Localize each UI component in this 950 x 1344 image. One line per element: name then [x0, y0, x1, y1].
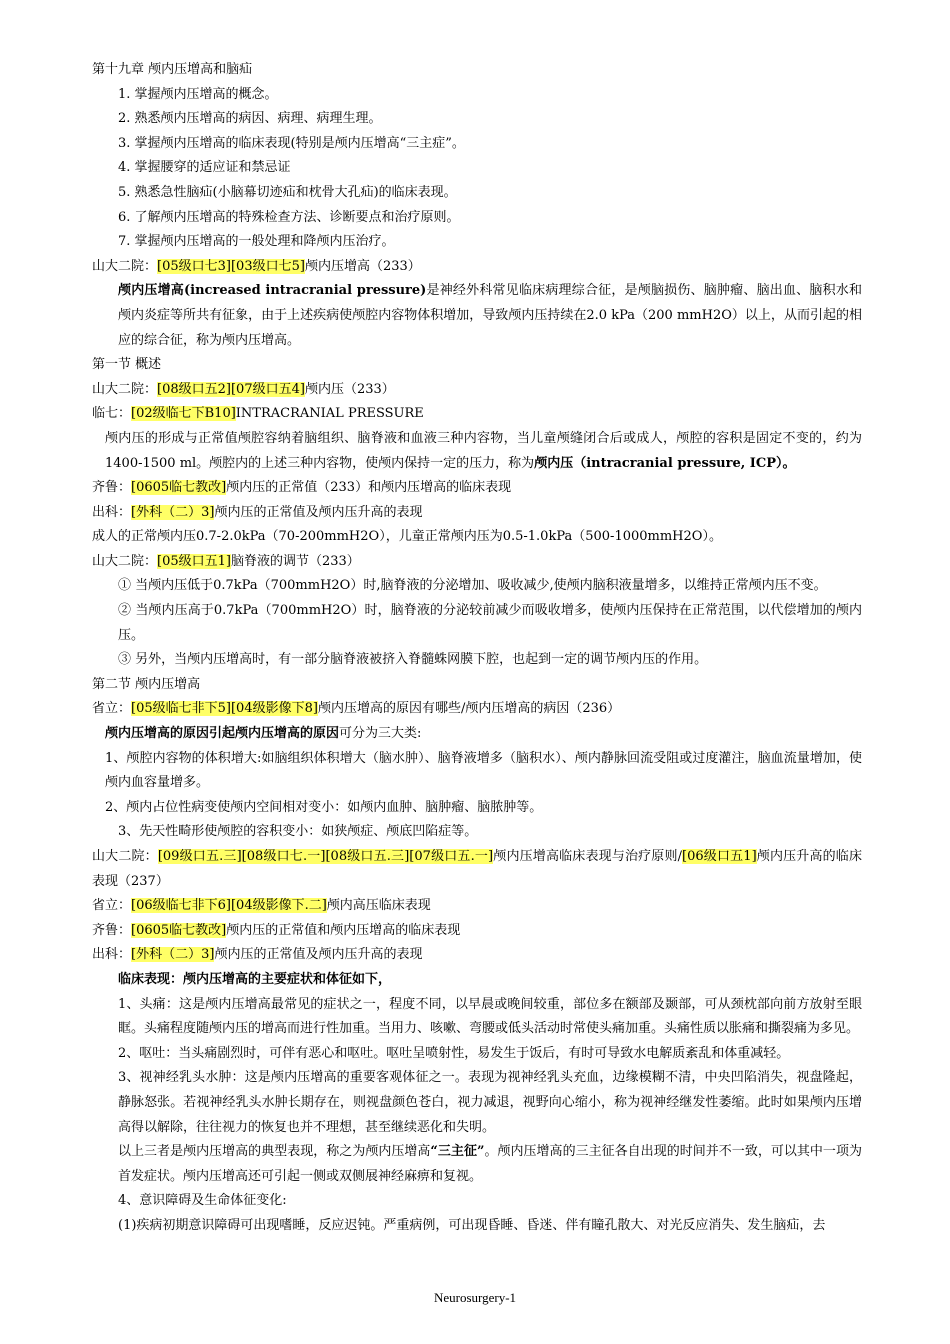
clinical-heading: [92, 968, 862, 993]
paragraph-text: 颅内压的形成与正常值颅腔容纳着脑组织、脑脊液和血液三种内容物，当儿童颅缝闭合后或成人，颅腔的容积是固定不变的，约为1400-1500 ml。颅腔内的上述三种内容物，使颅内保持一定的压力，称为: [105, 430, 862, 471]
chapter-title: 第十九章 颅内压增高和脑疝: [92, 62, 253, 77]
exam-reference: [92, 697, 862, 722]
paragraph-text: 。颅内压增高的三主征各自出现的时间并不一致，可以其中一项为首发症状。颅内压增高还可引起一侧或双侧展神经麻痹和复视。: [118, 1144, 862, 1184]
objective-item: 3. 掌握颅内压增高的临床表现(特别是颅内压增高“三主症”。: [118, 135, 465, 151]
reference-text: 颅内压的正常值和颅内压增高的临床表现: [226, 922, 461, 938]
reference-source: 临七：: [92, 406, 132, 422]
highlighted-tag: [0605临七教改]: [131, 922, 227, 938]
reference-text: 颅内压增高的原因有哪些/颅内压增高的病因（236）: [317, 701, 621, 717]
reference-text: 颅内压的正常值及颅内压升高的表现: [214, 947, 423, 963]
cause-item: 1、颅腔内容物的体积增大:如脑组织体积增大（脑水肿）、脑脊液增多（脑积水）、颅内静脉回流受阻或过度灌注，脑血流量增加，使颅内血容量增多。: [105, 750, 862, 791]
objective-item: 7. 掌握颅内压增高的一般处理和降颅内压治疗。: [118, 234, 395, 250]
symptom-item: 2、呕吐：当头痛剧烈时，可伴有恶心和呕吐。呕吐呈喷射性，易发生于饭后，有时可导致水电解质紊乱和体重减轻。: [118, 1045, 790, 1061]
paragraph-text: 是神经外科常见临床病理综合征，是颅脑损伤、脑肿瘤、脑出血、脑积水和颅内炎症等所共有征象，由于上述疾病使颅腔内容物体积增加，导致颅内压持续在2.0 kPa（200 mmH2O）以上，从而引起的相应的综合征，称为颅内压增高。: [118, 283, 862, 348]
objective-item: 2. 熟悉颅内压增高的病因、病理、病理生理。: [118, 111, 382, 127]
reference-text: INTRACRANIAL PRESSURE: [235, 406, 424, 422]
bold-term: 临床表现：颅内压增高的主要症状和体征如下，: [118, 971, 392, 987]
reference-source: 齐鲁：: [92, 922, 132, 938]
reference-text: 颅内高压临床表现: [326, 898, 431, 914]
exam-reference: [92, 845, 862, 894]
document-body: [92, 58, 862, 1239]
objective-item: 1. 掌握颅内压增高的概念。: [118, 86, 278, 102]
section-title: 第二节 颅内压增高: [92, 676, 201, 692]
reference-text: 颅内压的正常值（233）和颅内压增高的临床表现: [226, 480, 512, 496]
reference-source: 省立：: [92, 898, 132, 914]
exam-reference: [92, 550, 862, 575]
csf-item: ① 当颅内压低于0.7kPa（700mmH2O）时,脑脊液的分泌增加、吸收减少,使颅内脑积液量增多，以维持正常颅内压不变。: [118, 578, 827, 594]
bold-term: 颅内压增高的原因引起颅内压增高的原因: [105, 726, 340, 742]
highlighted-tag: [06级临七非下6][04级影像下.二]: [131, 898, 327, 914]
cause-item: 3、先天性畸形使颅腔的容积变小：如狭颅症、颅底凹陷症等。: [118, 824, 478, 840]
bold-term: 颅内压增高(increased intracranial pressure): [118, 283, 427, 299]
highlighted-tag: [外科（二）3]: [131, 504, 215, 520]
cause-item: 2、颅内占位性病变使颅内空间相对变小：如颅内血肿、脑肿瘤、脑脓肿等。: [105, 799, 543, 815]
reference-text: 颅内压增高（233）: [304, 258, 421, 274]
exam-reference: [92, 919, 862, 944]
exam-reference: [92, 476, 862, 501]
csf-item: ③ 另外，当颅内压增高时，有一部分脑脊液被挤入脊髓蛛网膜下腔，也起到一定的调节颅内压的作用。: [118, 652, 708, 668]
exam-reference: [92, 501, 862, 526]
objective-item: 5. 熟悉急性脑疝(小脑幕切迹疝和枕骨大孔疝)的临床表现。: [118, 184, 457, 200]
highlighted-tag: [0605临七教改]: [131, 480, 227, 496]
exam-reference: [92, 894, 862, 919]
definition-paragraph: [92, 279, 862, 353]
normal-values: 成人的正常颅内压0.7-2.0kPa（70-200mmH2O），儿童正常颅内压为0.5-1.0kPa（500-1000mmH2O）。: [92, 529, 722, 545]
highlighted-tag: [08级口五2][07级口五4]: [157, 381, 305, 397]
highlighted-tag: [外科（二）3]: [131, 947, 215, 963]
bold-term: “三主征”: [430, 1144, 485, 1160]
cause-intro: [92, 722, 862, 747]
exam-reference: [92, 402, 862, 427]
highlighted-tag: [05级临七非下5][04级影像下8]: [131, 701, 318, 717]
highlighted-tag: [06级口五1]: [682, 849, 757, 864]
highlighted-tag: [02级临七下B10]: [131, 406, 236, 422]
icp-paragraph: [92, 427, 862, 476]
reference-text: 脑脊液的调节（233）: [230, 553, 360, 569]
highlighted-tag: [05级口七3][03级口七5]: [157, 258, 305, 274]
symptom-subitem: (1)疾病初期意识障碍可出现嗜睡，反应迟钝。严重病例，可出现昏睡、昏迷、伴有瞳孔散大、对光反应消失、发生脑疝，去: [118, 1217, 826, 1233]
paragraph-text: 以上三者是颅内压增高的典型表现，称之为颅内压增高: [118, 1144, 431, 1160]
highlighted-tag: [09级口五.三][08级口七.一][08级口五.三][07级口五.一]: [157, 849, 494, 864]
page-footer: Neurosurgery-1: [433, 1290, 517, 1305]
section-title: 第一节 概述: [92, 357, 162, 373]
reference-text: 颅内压增高临床表现与治疗原则/: [493, 849, 683, 864]
objective-item: 6. 了解颅内压增高的特殊检查方法、诊断要点和治疗原则。: [118, 209, 460, 225]
exam-reference: [92, 255, 862, 280]
reference-source: 出科：: [92, 947, 132, 963]
reference-source: 山大二院：: [92, 553, 158, 569]
reference-text: 颅内压升高的临床表现（237）: [92, 849, 862, 889]
csf-item: ② 当颅内压高于0.7kPa（700mmH2O）时，脑脊液的分泌较前减少而吸收增多，使颅内压保持在正常范围，以代偿增加的颅内压。: [118, 603, 862, 643]
exam-reference: [92, 378, 862, 403]
reference-source: 出科：: [92, 504, 132, 520]
reference-source: 齐鲁：: [92, 480, 132, 496]
reference-source: 山大二院：: [92, 258, 158, 274]
bold-term: 颅内压（intracranial pressure, ICP）。: [534, 455, 796, 471]
objective-item: 4. 掌握腰穿的适应证和禁忌证: [118, 160, 291, 176]
highlighted-tag: [05级口五1]: [157, 553, 231, 569]
reference-source: 山大二院：: [92, 381, 158, 397]
symptom-item: 3、视神经乳头水肿：这是颅内压增高的重要客观体征之一。表现为视神经乳头充血，边缘模糊不清，中央凹陷消失，视盘隆起，静脉怒张。若视神经乳头水肿长期存在，则视盘颜色苍白，视力减退，视野向心缩小，称为视神经继发性萎缩。此时如果颅内压增高得以解除，往往视力的恢复也并不理想，甚至继续恶化和失明。: [118, 1070, 862, 1135]
reference-source: 山大二院：: [92, 849, 158, 864]
symptom-item: 1、头痛：这是颅内压增高最常见的症状之一，程度不同，以早晨或晚间较重，部位多在额部及颞部，可从颈枕部向前方放射至眼眶。头痛程度随颅内压的增高而进行性加重。当用力、咳嗽、弯腰或低头活动时常使头痛加重。头痛性质以胀痛和撕裂痛为多见。: [118, 996, 862, 1037]
triad-paragraph: [92, 1140, 862, 1189]
reference-text: 颅内压的正常值及颅内压升高的表现: [214, 504, 423, 520]
paragraph-text: 可分为三大类:: [339, 726, 422, 742]
exam-reference: [92, 943, 862, 968]
symptom-item: 4、意识障碍及生命体征变化:: [118, 1193, 287, 1209]
reference-source: 省立：: [92, 701, 132, 717]
reference-text: 颅内压（233）: [304, 381, 395, 397]
